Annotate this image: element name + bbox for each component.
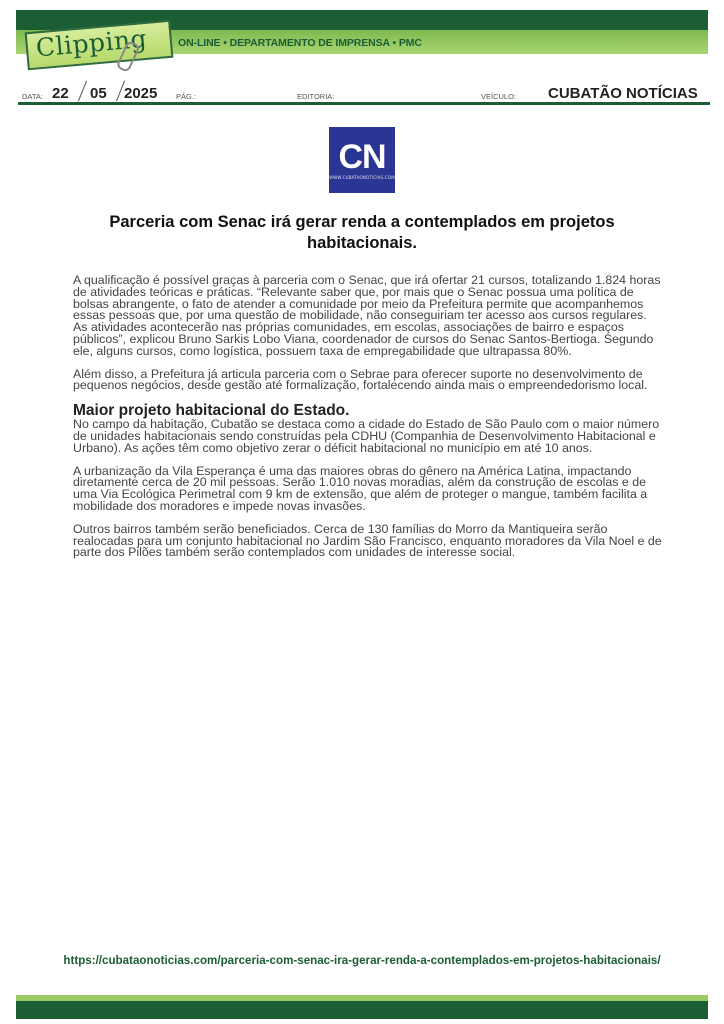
page-label: PÁG.: <box>176 92 197 101</box>
logo-site: WWW.CUBATAONOTICIAS.COM <box>329 175 395 180</box>
article-paragraph: A urbanização da Vila Esperança é uma das maiores obras do gênero na América Latina, impactando diretamente cerca de 20 mil pessoas. Serão 1.010 novas moradias, além da construção de escolas e de uma Via Ecológica Perimetral com 9 km de extensão, que além de proteger o mangue, também facilita a mobilidade dos moradores e impede novas invasões. <box>73 463 648 513</box>
date-separator <box>78 81 87 102</box>
header-subtitle: ON-LINE • DEPARTAMENTO DE IMPRENSA • PMC <box>178 37 422 49</box>
logo-letters: CN <box>338 138 386 176</box>
date-year: 2025 <box>124 85 158 102</box>
source-url: https://cubataonoticias.com/parceria-com-senac-ira-gerar-renda-a-contemplados-em-projetos-habitacionais/ <box>63 954 661 967</box>
article-subheading: Maior projeto habitacional do Estado. <box>73 402 350 420</box>
article-paragraph: A qualificação é possível graças à parceria com o Senac, que irá ofertar 21 cursos, totalizando 1.824 horas de atividades teóricas e práticas. “Relevante saber que, por mais que o Senac possua uma política de bolsas abrangente, o fato de atender a comunidade por meio da Prefeitura permite que acompanhemos essas pessoas que, por uma questão de mobilidade, não conseguiriam ter acesso aos cursos regulares. As atividades acontecerão nas próprias comunidades, em escolas, associações de bairro e espaços públicos”, explicou Bruno Sarkis Lobo Viana, coordenador de cursos do Senac Santos-Bertioga. Segundo ele, alguns cursos, como logística, possuem taxa de empregabilidade que ultrapassa 80%. <box>73 273 661 358</box>
veiculo-label: VEÍCULO: <box>481 92 517 101</box>
article-paragraph: No campo da habitação, Cubatão se destaca como a cidade do Estado de São Paulo com o maior número de unidades habitacionais sendo construídas pela CDHU (Companhia de Desenvolvimento Habitacional e Urbano). As ações têm como objetivo zerar o déficit habitacional no município em até 10 anos. <box>73 417 660 455</box>
clipping-badge-text: Clipping <box>34 23 149 63</box>
article-body <box>73 275 663 570</box>
date-month: 05 <box>90 85 107 102</box>
date-day: 22 <box>52 85 69 102</box>
header-divider <box>18 102 710 105</box>
article-paragraph: Outros bairros também serão beneficiados. Cerca de 130 famílias do Morro da Mantiqueira serão realocadas para um conjunto habitacional no Jardim São Francisco, enquanto moradores da Vila Noel e de parte dos Pilões também serão contemplados com unidades de interesse social. <box>73 521 662 560</box>
footer-dark-band <box>16 1001 708 1019</box>
veiculo-value: CUBATÃO NOTÍCIAS <box>548 85 698 102</box>
info-row <box>20 80 708 102</box>
article-paragraph: Além disso, a Prefeitura já articula parceria com o Sebrae para oferecer suporte no desenvolvimento de pequenos negócios, desde gestão até formalização, fortalecendo ainda mais o empreendedorismo local. <box>73 366 648 393</box>
date-label: DATA: <box>22 92 43 101</box>
editoria-label: EDITORIA: <box>297 92 335 101</box>
article-title: Parceria com Senac irá gerar renda a contemplados em projetos habitacionais. <box>109 213 615 252</box>
cn-logo <box>329 127 395 193</box>
